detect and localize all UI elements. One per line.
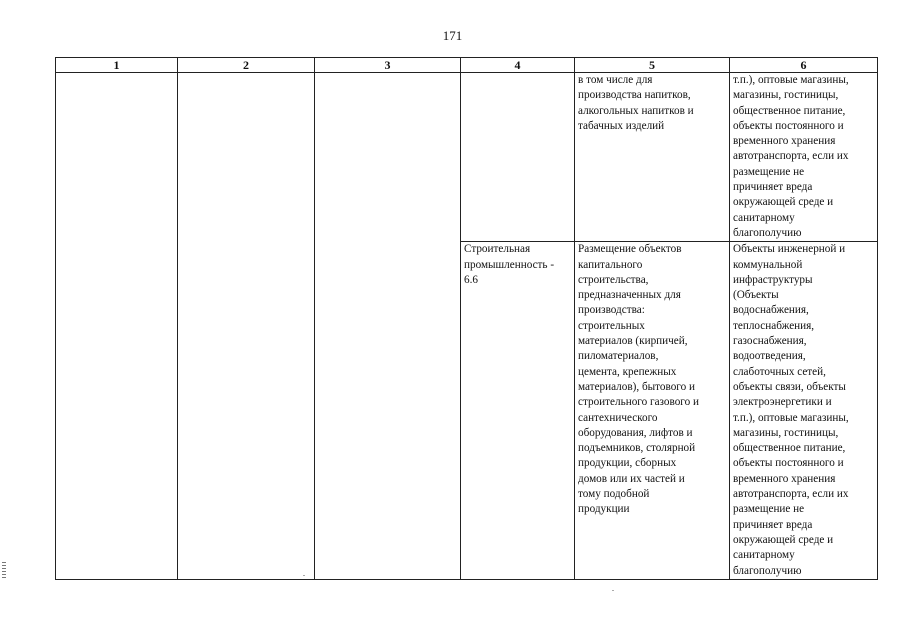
column-header-2: 2	[178, 58, 315, 73]
table-cell-col4	[461, 242, 575, 580]
use-type-code: Строительная промышленность - 6.6	[464, 243, 555, 286]
table-cell-col6	[730, 73, 878, 242]
table-cell-col5	[575, 242, 730, 580]
auxiliary-use-continuation: т.п.), оптовые магазины, магазины, гостиницы, общественное питание, объекты постоянного и временного хранения автотранспорта, если их размещение не причиняет вреда окружающей среде и санитарному благополучию	[733, 74, 849, 239]
table-cell-col3	[315, 73, 461, 580]
table-cell-col2	[178, 73, 315, 580]
permitted-use-description: Размещение объектов капитального строительства, предназначенных для производства: строительных материалов (кирпичей, пиломатериалов, цемента, крепежных материалов), бытового и строительного газового и сантехнического оборудования, лифтов и подъемников, столярной продукции, сборных домов или их частей и тому подобной продукции	[578, 243, 699, 516]
scan-speck	[612, 590, 614, 591]
column-header-3: 3	[315, 58, 461, 73]
column-header-6: 6	[730, 58, 878, 73]
table-cell-col6	[730, 242, 878, 580]
scan-speck	[303, 575, 305, 576]
scan-edge-mark	[2, 562, 6, 580]
page-number: 171	[442, 28, 463, 43]
auxiliary-use-description: Объекты инженерной и коммунальной инфраструктуры (Объекты водоснабжения, теплоснабжения, газоснабжения, водоотведения, слаботочных сетей, объекты связи, объекты электроэнергетики и т.п.), оптовые магазины, магазины, гостиницы, общественное питание, объекты постоянного и временного хранения автотранспорта, если их размещение не причиняет вреда окружающей среде и санитарному благополучию	[733, 243, 849, 577]
column-header-1: 1	[56, 58, 178, 73]
column-header-4: 4	[461, 58, 575, 73]
table-cell-col1	[56, 73, 178, 580]
table-row	[56, 73, 878, 242]
permitted-use-continuation: в том числе для производства напитков, алкогольных напитков и табачных изделий	[578, 74, 694, 132]
header-row	[56, 58, 878, 73]
zoning-table	[55, 57, 878, 580]
column-header-5: 5	[575, 58, 730, 73]
table-cell-col5	[575, 73, 730, 242]
table-cell-col4	[461, 73, 575, 242]
